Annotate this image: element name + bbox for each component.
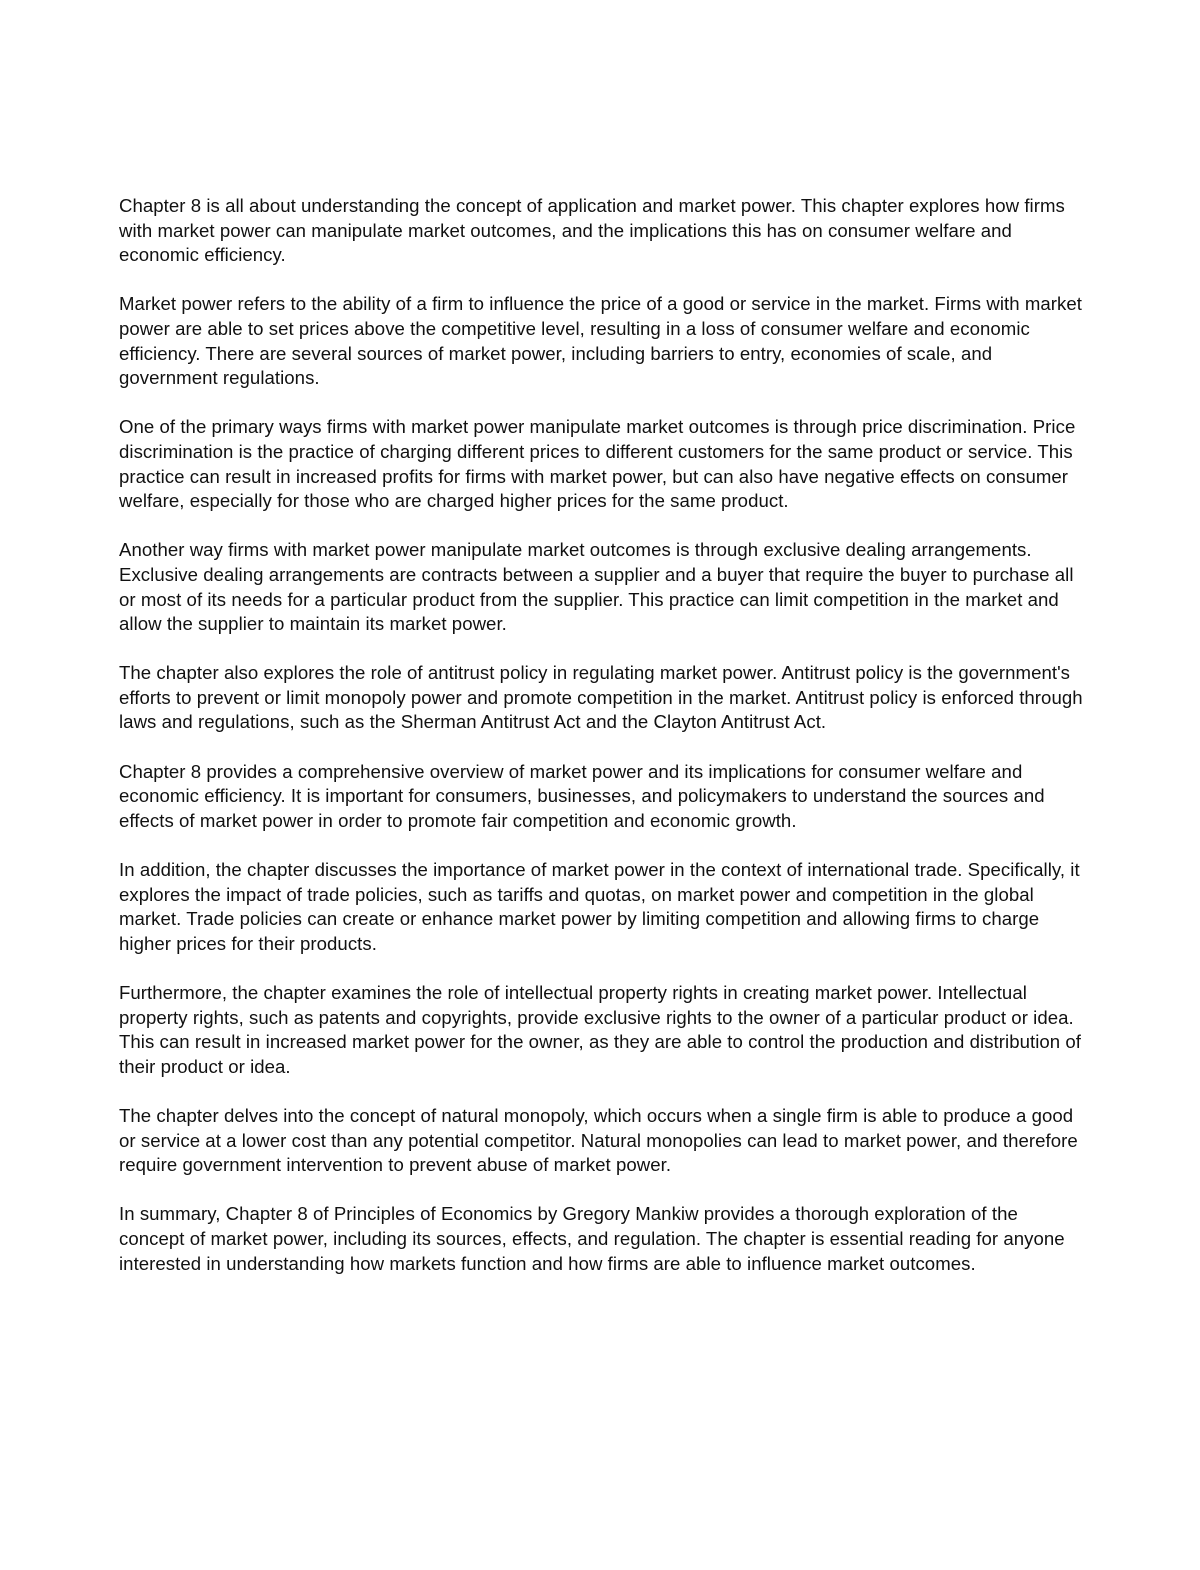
paragraph-market-power-definition: Market power refers to the ability of a firm to influence the price of a good or service in the market. Firms with market power are able to set prices above the competitive level, resulting in a loss of consumer welfare and economic efficiency. There are several sources of market power, including barriers to entry, economies of scale, and government regulations. — [119, 293, 1082, 389]
paragraph-intellectual-property: Furthermore, the chapter examines the role of intellectual property rights in creating market power. Intellectual property rights, such as patents and copyrights, provide exclusive rights to the owner of a particular product or idea. This can result in increased market power for the owner, as they are able to control the production and distribution of their product or idea. — [119, 982, 1081, 1077]
paragraph-intro: Chapter 8 is all about understanding the concept of application and market power. This chapter explores how firms with market power can manipulate market outcomes, and the implications this has on consumer welfare and economic efficiency. — [119, 195, 1065, 266]
paragraph-natural-monopoly: The chapter delves into the concept of natural monopoly, which occurs when a single firm is able to produce a good or service at a lower cost than any potential competitor. Natural monopolies can lead to market power, and therefore require government intervention to prevent abuse of market power. — [119, 1104, 1078, 1176]
document-body — [119, 194, 1087, 1276]
paragraph-international-trade: In addition, the chapter discusses the importance of market power in the context of international trade. Specifically, it explores the impact of trade policies, such as tariffs and quotas, on market power and competition in the global market. Trade policies can create or enhance market power by limiting competition and allowing firms to charge higher prices for their products. — [119, 859, 1080, 954]
paragraph-summary: In summary, Chapter 8 of Principles of Economics by Gregory Mankiw provides a thorough exploration of the concept of market power, including its sources, effects, and regulation. The chapter is essential reading for anyone interested in understanding how markets function and how firms are able to influence market outcomes. — [119, 1203, 1065, 1274]
paragraph-overview: Chapter 8 provides a comprehensive overview of market power and its implications for consumer welfare and economic efficiency. It is important for consumers, businesses, and policymakers to understand the sources and effects of market power in order to promote fair competition and economic growth. — [119, 760, 1045, 831]
paragraph-price-discrimination: One of the primary ways firms with market power manipulate market outcomes is through price discrimination. Price discrimination is the practice of charging different prices to different customers for the same product or service. This practice can result in increased profits for firms with market power, but can also have negative effects on consumer welfare, especially for those who are charged higher prices for the same product. — [119, 416, 1076, 512]
paragraph-exclusive-dealing: Another way firms with market power manipulate market outcomes is through exclusive dealing arrangements. Exclusive dealing arrangements are contracts between a supplier and a buyer that require the buyer to purchase all or most of its needs for a particular product from the supplier. This practice can limit competition in the market and allow the supplier to maintain its market power. — [119, 539, 1074, 635]
paragraph-antitrust-policy: The chapter also explores the role of antitrust policy in regulating market power. Antitrust policy is the government's efforts to prevent or limit monopoly power and promote competition in the market. Antitrust policy is enforced through laws and regulations, such as the Sherman Antitrust Act and the Clayton Antitrust Act. — [119, 662, 1083, 733]
